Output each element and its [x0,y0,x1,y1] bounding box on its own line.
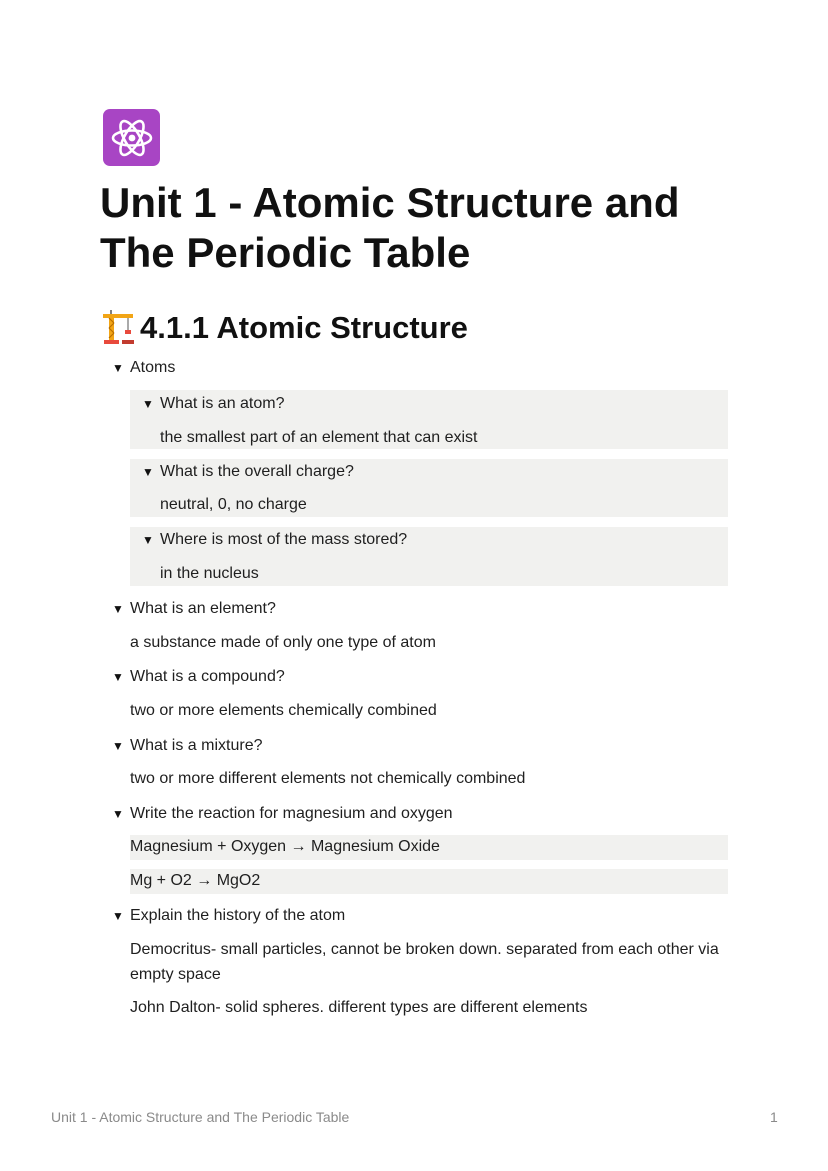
page-number: 1 [770,1109,778,1125]
answer-text: two or more different elements not chemically combined [130,770,526,787]
question-text: Write the reaction for magnesium and oxygen [130,805,453,822]
toggle-compound[interactable] [112,667,285,687]
question-text: What is an atom? [160,395,285,412]
question-text: What is an element? [130,600,276,617]
toggle-triangle-icon[interactable]: ▼ [112,739,124,753]
answer-text: two or more elements chemically combined [130,702,437,719]
toggle-triangle-icon[interactable]: ▼ [112,602,124,616]
answer-text: neutral, 0, no charge [160,496,307,513]
atom-icon-glyph [110,116,154,160]
toggle-triangle-icon[interactable]: ▼ [112,909,124,923]
section-heading [100,309,468,347]
atom-icon [103,109,160,166]
toggle-triangle-icon[interactable]: ▼ [142,533,154,547]
toggle-triangle-icon[interactable]: ▼ [112,807,124,821]
question-text: Explain the history of the atom [130,907,346,924]
toggle-question[interactable] [142,530,407,550]
toggle-triangle-icon[interactable]: ▼ [142,465,154,479]
toggle-element[interactable] [112,599,276,619]
toggle-reaction[interactable] [112,804,453,824]
reaction-symbol-equation: Mg + O2 → MgO2 [130,872,261,889]
question-text: What is a compound? [130,668,285,685]
toggle-triangle-icon[interactable]: ▼ [112,670,124,684]
question-text: What is a mixture? [130,737,263,754]
answer-text: in the nucleus [160,565,259,582]
toggle-question[interactable] [142,462,354,482]
toggle-triangle-icon[interactable]: ▼ [112,361,124,375]
toggle-question[interactable] [142,394,285,414]
footer-title: Unit 1 - Atomic Structure and The Periodic Table [51,1109,350,1125]
question-text: What is the overall charge? [160,463,354,480]
answer-text: the smallest part of an element that can exist [160,429,478,446]
toggle-mixture[interactable] [112,736,262,756]
construction-crane-icon [100,310,138,346]
reaction-word-equation: Magnesium + Oxygen → Magnesium Oxide [130,838,440,855]
history-dalton: John Dalton- solid spheres. different types are different elements [130,999,588,1016]
toggle-history[interactable] [112,906,345,926]
toggle-atoms[interactable] [112,358,175,378]
history-democritus: Democritus- small particles, cannot be broken down. separated from each other via empty space [130,941,719,983]
question-text: Where is most of the mass stored? [160,531,408,548]
toggle-triangle-icon[interactable]: ▼ [142,397,154,411]
page-title: Unit 1 - Atomic Structure and The Periodic Table [100,179,680,276]
section-heading-text: 4.1.1 Atomic Structure [140,310,468,345]
toggle-label: Atoms [130,359,176,376]
answer-text: a substance made of only one type of atom [130,634,436,651]
